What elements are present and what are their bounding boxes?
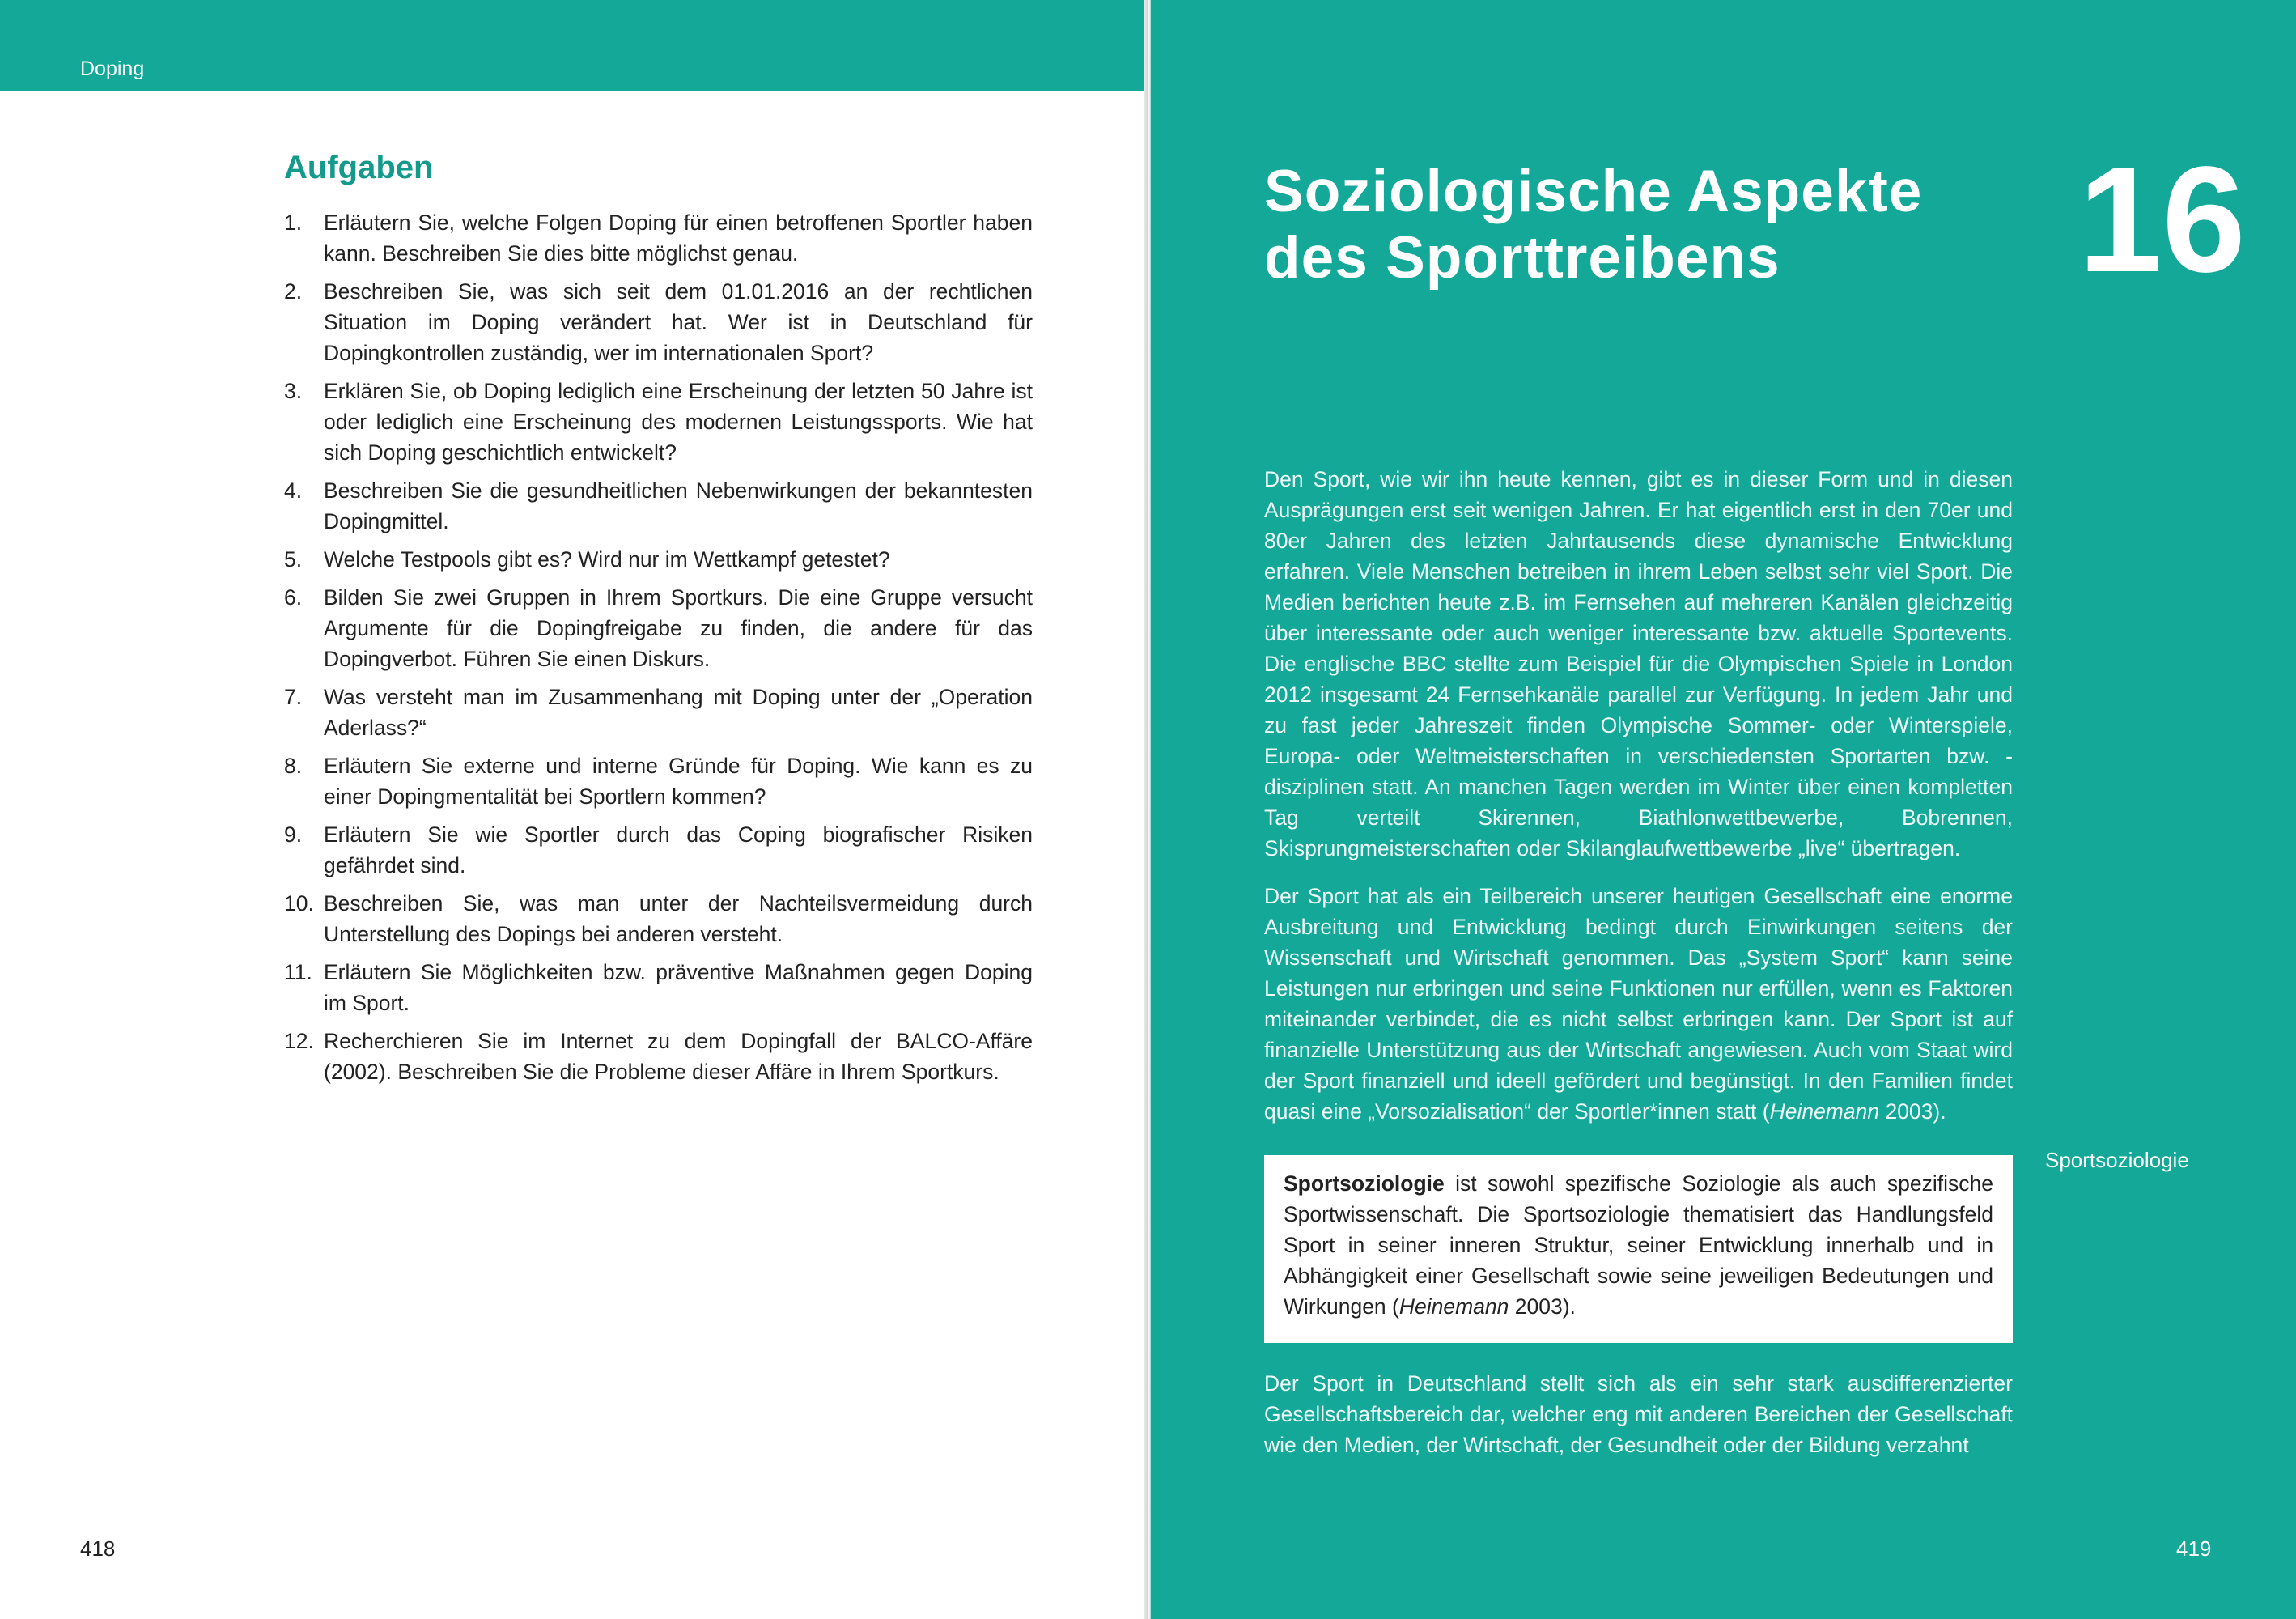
intro-paragraph: Den Sport, wie wir ihn heute kennen, gibt es in dieser Form und in diesen Ausprägungen erst seit wenigen Jahren. Er hat eigentlich erst in den 70er und 80er Jahren des letzten Jahrtausends diese dynamische Entwicklung erfahren. Viele Menschen betreiben in ihrem Leben selbst sehr viel Sport. Die Medien berichten heute z.B. im Fernsehen auf mehreren Kanälen gleichzeitig über interessante oder auch weniger interessante bzw. aktuelle Sportevents. Die englische BBC stellte zum Beispiel für die Olympischen Spiele in London 2012 insgesamt 24 Fernsehkanäle parallel zur Verfügung. In jedem Jahr und zu fast jeder Jahreszeit finden Olympische Sommer- oder Winterspiele, Europa- oder Weltmeisterschaften in verschiedensten Sportarten bzw. -disziplinen statt. An manchen Tagen werden im Winter über einen kompletten Tag verteilt Skirennen, Biathlonwettbewerbe, Bobrennen, Skisprungmeisterschaften oder Skilanglaufwettbewerbe „live“ übertragen. [1264, 467, 2013, 860]
page-number-left: 418 [80, 1536, 116, 1561]
task-item [284, 582, 1033, 674]
task-item [284, 276, 1033, 368]
tasks-heading: Aufgaben [284, 150, 434, 185]
chapter-title: Soziologische Aspekte des Sporttreibens [1264, 159, 1923, 291]
citation-year: 2003). [1879, 1099, 1946, 1124]
task-item [284, 957, 1033, 1018]
task-text: Beschreiben Sie, was sich seit dem 01.01.2016 an der rechtlichen Situation im Doping verändert hat. Wer ist in Deutschland für Dopingkontrollen zuständig, wer im internationalen Sport? [324, 279, 1033, 365]
task-text: Beschreiben Sie die gesundheitlichen Nebenwirkungen der bekanntesten Dopingmittel. [324, 478, 1033, 533]
task-number: 4. [284, 478, 303, 503]
task-item [284, 475, 1033, 537]
section-header-label: Doping [80, 57, 145, 80]
tasks-list [284, 207, 1033, 1094]
task-item [284, 682, 1033, 743]
body-paragraph [1264, 881, 2013, 1127]
task-number: 12. [284, 1029, 314, 1053]
task-number: 11. [284, 960, 312, 984]
task-text: Beschreiben Sie, was man unter der Nachteilsvermeidung durch Unterstellung des Dopings bei anderen versteht. [324, 891, 1033, 946]
left-page [0, 0, 1146, 1619]
task-text: Erläutern Sie wie Sportler durch das Coping biografischer Risiken gefährdet sind. [324, 822, 1033, 877]
paragraph-text: Der Sport hat als ein Teilbereich unserer heutigen Gesellschaft eine enorme Ausbreitung und Entwicklung bedingt durch Einwirkungen seitens der Wissenschaft und Wirtschaft genommen. Das „System Sport“ kann seine Leistungen nur erbringen und seine Funktionen nur erfüllen, wenn es Faktoren miteinander verbindet, die es nicht selbst erbringen kann. Der Sport ist auf finanzielle Unterstützung aus der Wirtschaft angewiesen. Auch vom Staat wird der Sport finanziell und ideell gefördert und begünstigt. In den Familien findet quasi eine „Vorsozialisation“ der Sportler*innen statt ( [1264, 884, 2013, 1124]
task-item [284, 1026, 1033, 1087]
task-item [284, 819, 1033, 881]
task-text: Erklären Sie, ob Doping lediglich eine Erscheinung der letzten 50 Jahre ist oder lediglich eine Erscheinung des modernen Leistungssports. Wie hat sich Doping geschichtlich entwickelt? [324, 379, 1033, 465]
page-number-right: 419 [2176, 1536, 2212, 1561]
definition-box [1264, 1155, 2013, 1343]
task-text: Was versteht man im Zusammenhang mit Doping unter der „Operation Aderlass?“ [324, 685, 1033, 740]
task-item [284, 888, 1033, 950]
task-item [284, 207, 1033, 269]
task-text: Bilden Sie zwei Gruppen in Ihrem Sportkurs. Die eine Gruppe versucht Argumente für die Dopingfreigabe zu finden, die andere für das Dopingverbot. Führen Sie einen Diskurs. [324, 585, 1033, 671]
margin-note: Sportsoziologie [2045, 1148, 2189, 1172]
definition-text [1284, 1168, 1993, 1322]
task-text: Erläutern Sie, welche Folgen Doping für einen betroffenen Sportler haben kann. Beschreiben Sie dies bitte möglichst genau. [324, 210, 1033, 266]
task-number: 2. [284, 279, 303, 304]
task-number: 7. [284, 685, 303, 709]
task-number: 10. [284, 891, 314, 916]
task-text: Erläutern Sie Möglichkeiten bzw. präventive Maßnahmen gegen Doping im Sport. [324, 960, 1033, 1015]
task-item [284, 376, 1033, 468]
body-paragraph: Der Sport in Deutschland stellt sich als ein sehr stark ausdifferenzierter Gesellschaftsbereich dar, welcher eng mit anderen Bereichen der Gesellschaft wie den Medien, der Wirtschaft, der Gesundheit oder der Bildung verzahnt [1264, 1371, 2013, 1457]
task-text: Recherchieren Sie im Internet zu dem Dopingfall der BALCO-Affäre (2002). Beschreiben Sie die Probleme dieser Affäre in Ihrem Sportkurs. [324, 1029, 1033, 1084]
header-band [0, 0, 1146, 91]
citation-year: 2003). [1509, 1294, 1576, 1319]
definition-term: Sportsoziologie [1284, 1171, 1445, 1196]
task-item [284, 750, 1033, 812]
task-text: Erläutern Sie externe und interne Gründe für Doping. Wie kann es zu einer Dopingmentalität bei Sportlern kommen? [324, 754, 1033, 809]
task-number: 1. [284, 210, 303, 235]
citation-author: Heinemann [1769, 1099, 1880, 1124]
task-number: 9. [284, 822, 303, 847]
task-number: 6. [284, 585, 303, 610]
definition-body: ist sowohl spezifische Soziologie als auch spezifische Sportwissenschaft. Die Sportsoziologie thematisiert das Handlungsfeld Sport in seiner inneren Struktur, seiner Entwicklung innerhalb und in Abhängigkeit einer Gesellschaft sowie seine jeweiligen Bedeutungen und Wirkungen ( [1284, 1171, 1993, 1319]
chapter-number: 16 [2078, 136, 2246, 304]
task-number: 3. [284, 379, 303, 403]
task-item [284, 544, 1033, 575]
task-text: Welche Testpools gibt es? Wird nur im Wettkampf getestet? [324, 547, 890, 572]
task-number: 8. [284, 754, 303, 778]
task-number: 5. [284, 547, 303, 572]
citation-author: Heinemann [1398, 1294, 1509, 1319]
